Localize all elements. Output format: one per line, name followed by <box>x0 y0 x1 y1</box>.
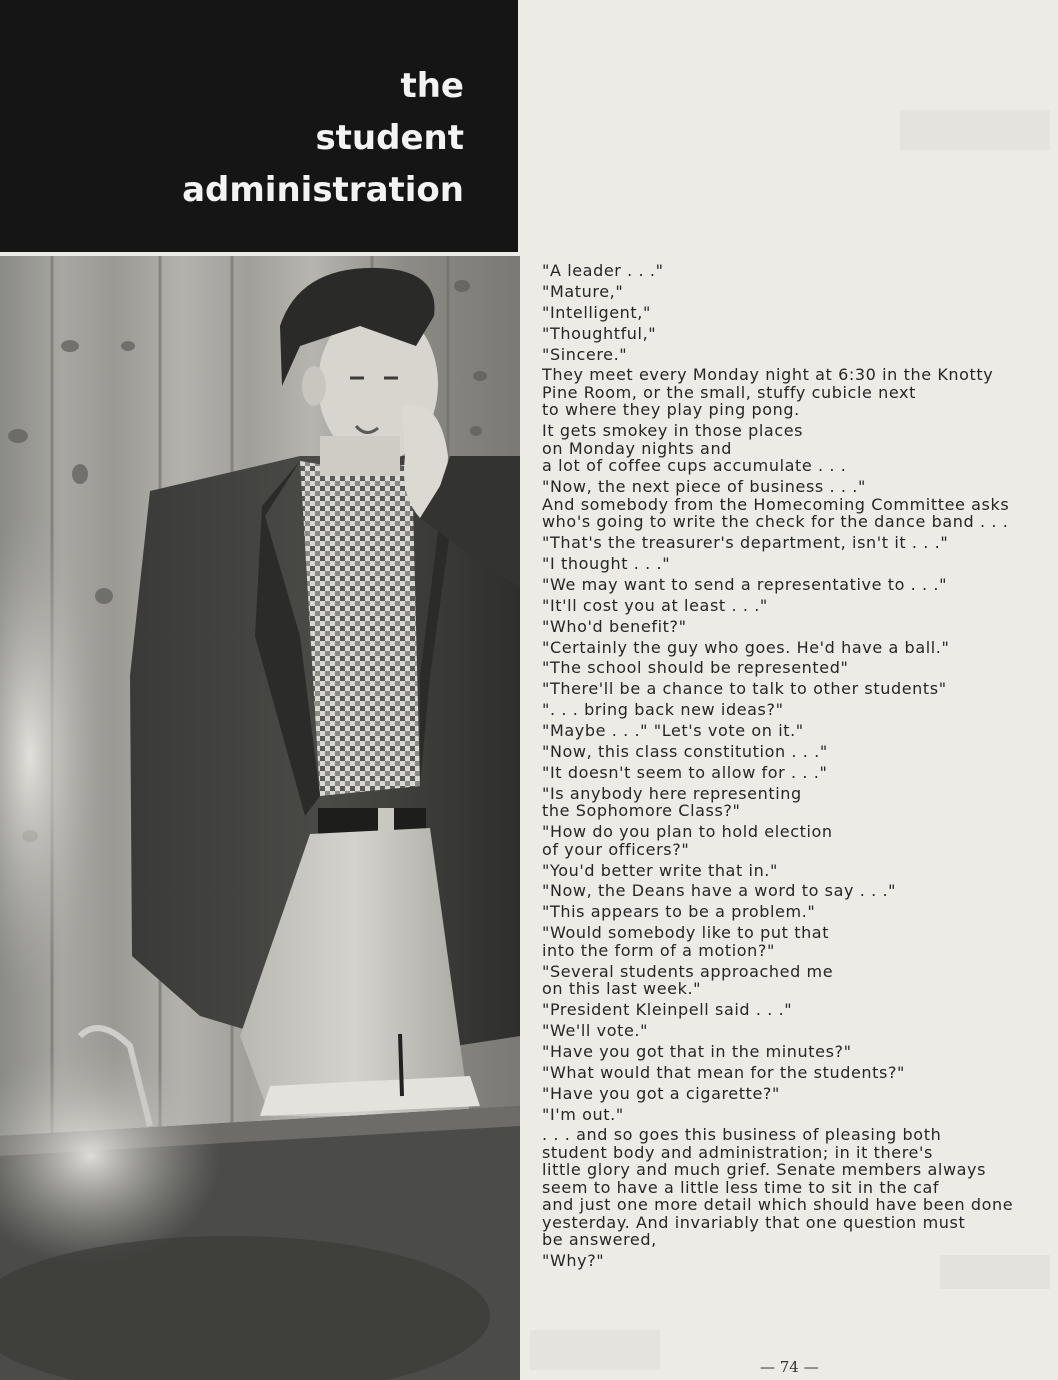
title-block <box>0 0 518 252</box>
photo-student-leader <box>0 256 520 1380</box>
body-paragraph: "Mature," <box>542 281 624 301</box>
body-paragraph: "Sincere." <box>542 344 628 364</box>
body-paragraph: "It'll cost you at least . . ." <box>542 595 768 615</box>
body-paragraph: "Now, the Deans have a word to say . . ." <box>542 881 897 901</box>
body-paragraph: . . . and so goes this business of pleasing both student body and administration; in it there's little glory and much grief. Senate members always seem to have a little less time to sit in the caf and just one more detail which should have been done yesterday. And invariably that one question must be answered, <box>542 1125 1014 1250</box>
body-paragraph: "Thoughtful," <box>542 323 657 343</box>
body-paragraph: "This appears to be a problem." <box>542 902 816 922</box>
title-line-3: administration <box>182 170 464 210</box>
photo-illustration <box>0 256 520 1380</box>
body-paragraph: "Is anybody here representing the Sophomore Class?" <box>542 783 802 821</box>
title-line-2: student <box>315 118 464 158</box>
body-paragraph: It gets smokey in those places on Monday nights and a lot of coffee cups accumulate . . . <box>542 421 847 476</box>
body-paragraph: "Have you got a cigarette?" <box>542 1083 780 1103</box>
body-paragraph: "You'd better write that in." <box>542 860 778 880</box>
body-paragraph: "Intelligent," <box>542 302 651 322</box>
body-paragraph: "I thought . . ." <box>542 554 671 574</box>
body-paragraph: "Would somebody like to put that into the form of a motion?" <box>542 923 830 960</box>
body-paragraph: "Now, this class constitution . . ." <box>542 742 828 762</box>
page-title <box>182 60 464 216</box>
body-paragraph: "Several students approached me on this last week." <box>542 961 834 999</box>
show-through-mark <box>940 1255 1050 1289</box>
body-paragraph: "President Kleinpell said . . ." <box>542 1000 793 1020</box>
body-paragraph: "How do you plan to hold election of your officers?" <box>542 822 833 859</box>
body-paragraph: "Have you got that in the minutes?" <box>542 1041 852 1061</box>
body-paragraph: "Maybe . . ." "Let's vote on it." <box>542 721 804 741</box>
body-paragraph: "That's the treasurer's department, isn't it . . ." <box>542 533 949 553</box>
body-text <box>542 262 1042 1273</box>
body-paragraph: "We'll vote." <box>542 1020 649 1040</box>
body-paragraph: "Certainly the guy who goes. He'd have a ball." <box>542 637 950 657</box>
body-paragraph: "Now, the next piece of business . . ." And somebody from the Homecoming Committee asks who's going to write the check for the dance band . . . <box>542 477 1010 532</box>
title-line-1: the <box>400 66 464 106</box>
body-paragraph: "What would that mean for the students?" <box>542 1062 906 1082</box>
body-paragraph: "Who'd benefit?" <box>542 616 687 636</box>
show-through-mark <box>900 110 1050 150</box>
body-paragraph: They meet every Monday night at 6:30 in the Knotty Pine Room, or the small, stuffy cubicle next to where they play ping pong. <box>542 365 994 420</box>
body-paragraph: "A leader . . ." <box>542 261 664 280</box>
body-paragraph: "It doesn't seem to allow for . . ." <box>542 762 828 782</box>
body-paragraph: "The school should be represented" <box>542 658 849 678</box>
body-paragraph: "Why?" <box>542 1251 605 1271</box>
show-through-mark <box>530 1330 660 1370</box>
body-paragraph: "We may want to send a representative to . . ." <box>542 574 948 594</box>
body-paragraph: "There'll be a chance to talk to other students" <box>542 679 947 699</box>
body-paragraph: ". . . bring back new ideas?" <box>542 700 784 720</box>
page-number: — 74 — <box>760 1358 819 1376</box>
body-paragraph: "I'm out." <box>542 1104 624 1124</box>
